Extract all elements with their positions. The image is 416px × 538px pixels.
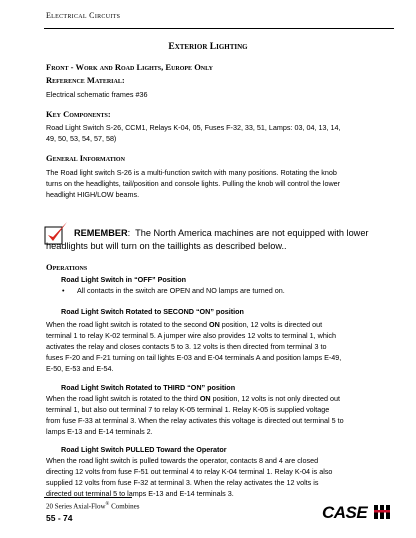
- second-line-1a: When the road light switch is rotated to the second: [46, 320, 210, 329]
- footer-rule: [44, 497, 132, 498]
- third-line-1: [46, 394, 390, 404]
- section-subtitle: Front - Work and Road Lights, Europe Only: [46, 62, 213, 72]
- remember-text-2: headlights but will turn on the taillights as described below..: [46, 241, 287, 251]
- second-line-1: [46, 320, 390, 330]
- reference-heading: Reference Material:: [46, 75, 125, 85]
- second-line-4: fuses F-20 and F-21 turning on tail lights E-03 and E-04 terminals A and position lamps E-49,: [46, 353, 342, 362]
- remember-text-1: The North America machines are not equipped with lower: [130, 228, 369, 238]
- second-line-2: terminal 1 to relay K-02 terminal 5. A jumper wire also provides 12 volts to terminal 1, which: [46, 331, 337, 340]
- general-line-2: turns on the headlights, tail/position and console lights. Pulling the knob will control the lower: [46, 179, 341, 188]
- footer-series-a: 20 Series Axial-Flow: [46, 502, 106, 511]
- page-title: Exterior Lighting: [168, 42, 248, 52]
- second-line-1c: position, 12 volts is directed out: [219, 320, 323, 329]
- key-components-line-2: 49, 50, 53, 54, 57, 58): [46, 134, 117, 143]
- off-bullet-text: All contacts in the switch are OPEN and NO lamps are turned on.: [77, 286, 285, 295]
- footer-reg-mark: ®: [105, 502, 110, 507]
- off-position-title: Road Light Switch in “OFF” Position: [61, 275, 186, 284]
- key-components-heading: Key Components:: [46, 109, 111, 119]
- remember-note: [74, 228, 369, 238]
- pulled-line-3: supplied 12 volts from fuse F-32 at terminal 3. When the relay activates the 12 volts is: [46, 478, 319, 487]
- pulled-line-4: directed out terminal 5 to lamps E-13 and E-14 terminals 3.: [46, 489, 234, 498]
- header-rule: [44, 28, 394, 29]
- third-position-title: Road Light Switch Rotated to THIRD “ON” position: [61, 383, 236, 392]
- second-line-5: E-50, E-53 and E-54.: [46, 364, 114, 373]
- general-line-1: The Road light switch S-26 is a multi-function switch with many positions. Rotating the knob: [46, 168, 337, 177]
- third-line-2: terminal 1, but also out terminal 7 to relay K-05 terminal 1. Relay K-05 is supplied voltage: [46, 405, 330, 414]
- pulled-line-1: When the road light switch is pulled towards the operator, contacts 8 and 4 are closed: [46, 456, 319, 465]
- logo-text: CASE: [322, 503, 368, 522]
- pulled-line-2: directing 12 volts from fuse F-51 out terminal 4 to relay K-04 terminal 1. Relay K-04 is also: [46, 467, 333, 476]
- reference-text: Electrical schematic frames #36: [46, 90, 148, 99]
- footer-series-b: Combines: [109, 502, 140, 511]
- general-line-3: headlight HIGH/LOW beams.: [46, 190, 140, 199]
- third-line-3: from fuse F-33 at terminal 3. When the relay activates this voltage is directed out terminal 5 to: [46, 416, 344, 425]
- case-ih-logo: [322, 502, 394, 522]
- operations-heading: Operations: [46, 262, 88, 272]
- third-line-1a: When the road light switch is rotated to the third: [46, 394, 200, 403]
- third-on-bold: ON: [199, 394, 211, 403]
- second-position-title: Road Light Switch Rotated to SECOND “ON” position: [61, 307, 244, 316]
- page-number: 55 - 74: [46, 513, 73, 523]
- footer-series: [46, 502, 139, 510]
- second-on-bold: ON: [209, 320, 220, 329]
- key-components-line-1: Road Light Switch S-26, CCM1, Relays K-04, 05, Fuses F-32, 33, 51, Lamps: 03, 04, 13, 14,: [46, 123, 341, 132]
- general-heading: General Information: [46, 153, 125, 163]
- remember-colon: :: [127, 228, 131, 238]
- off-bullet: •: [62, 286, 65, 295]
- third-line-1c: position, 12 volts is not only directed out: [210, 394, 341, 403]
- remember-label: REMEMBER: [74, 228, 128, 238]
- pulled-position-title: Road Light Switch PULLED Toward the Operator: [61, 445, 227, 454]
- page-header: Electrical Circuits: [46, 11, 121, 20]
- second-line-3: activates the relay and closes contacts 5 to 3. 12 volts is then directed from terminal 3 to: [46, 342, 327, 351]
- third-line-4: lamps E-13 and E-14 terminals 2.: [46, 427, 153, 436]
